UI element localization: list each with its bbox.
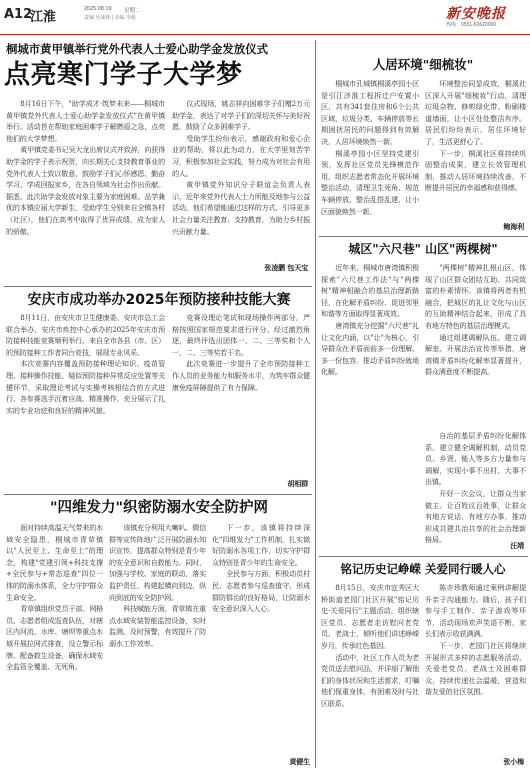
article2-byline: 胡相群 (287, 479, 308, 488)
article1-byline: 张凌鹏 包天宝 (264, 263, 308, 272)
paragraph: 竞赛设理论笔试和现场操作两部分，严格按照国家规范要求进行评分。经过激烈角逐，最终评选出团体一、二、三等奖和个人一、二、三等奖若干名。 (172, 313, 310, 357)
article1-kicker: 桐城市黄甲镇举行党外代表人士爱心助学金发放仪式 (6, 42, 268, 56)
paragraph: 8月16日下午，"助学成才·筑梦未来——桐城市黄甲镇党外代表人士爱心助学金发放仪式"在黄甲镇举行。活动旨在帮助家庭困难学子解燃眉之急，点亮他们的大学梦想。 (6, 99, 165, 143)
paragraph: 开好一次会议，让群众当家做主。让百姓议百姓事，让群众有地方说话、有地方办事，推动形成共建共治共享的社会治理新格局。 (425, 488, 526, 545)
masthead (0, 0, 530, 36)
article5-col3 (425, 430, 526, 548)
article6-col2 (425, 582, 526, 754)
article3-title: "四维发力"织密防溺水安全防护网 (49, 500, 269, 516)
paragraph: 自治的基层矛盾纠纷化解体系。建立健全调解机制，动员党员、乡贤、能人等多方力量参与调解，实现小事不出村、大事不出镇。 (425, 431, 526, 487)
column-divider (315, 40, 316, 768)
issue-date: 2025.08.19 (84, 6, 112, 12)
paragraph: 青草镇组织党员干部、网格员、志愿者组成巡查队伍，对辖区内河流、水库、塘坝等重点水域开展拉网式排查，设立警示标牌、配备救生设备，确保水域安全监管全覆盖、无死角。 (6, 604, 103, 672)
article3-col1 (6, 522, 103, 768)
paragraph: 黄甲镇党外知识分子联谊会负责人表示，近年来党外代表人士力所能及地参与公益活动，他们希望能通过这样的方式，引导更多社会力量关注教育、支持教育，为助力乡村振兴贡献力量。 (172, 180, 310, 236)
paragraph: 8月11日，由安庆市卫生健康委、安庆市总工会联合举办，安庆市疾控中心承办的2025年安庆市预防接种技能竞赛顺利举行。来自全市各县（市、区）的预防接种工作者同台竞技，展现专业风采。 (6, 313, 165, 357)
divider (4, 286, 312, 287)
article3-col2 (109, 522, 206, 768)
divider (4, 494, 312, 495)
article2-col-right (172, 312, 310, 478)
paragraph: 活动中，社区工作人员为老党员送去慰问品，并详细了解他们的身体状况和生活需求，叮嘱他们保重身体，有困难及时与社区联系。 (321, 652, 419, 708)
divider (319, 556, 528, 557)
paragraph: 此次竞赛进一步提升了全市预防接种工作人员的业务能力和服务水平，为筑牢群众健康免疫屏障提供了有力保障。 (172, 359, 310, 392)
paragraph: 唐湾镇充分挖掘"六尺巷"礼让文化内涵，以"让"为核心，引导群众在矛盾面前多一份理解、多一份包容，推动矛盾纠纷就地化解。 (321, 320, 419, 377)
paragraph: 仪式现场，姚志祥向困难学子们赠2万元助学金，表达了对学子们的深切关怀与美好祝愿，鼓励了众多困难学子。 (172, 99, 310, 132)
article2-title: 安庆市成功举办2025年预防接种技能大赛 (27, 292, 291, 308)
article4-title: 人居环境"细梳妆" (372, 57, 474, 72)
paragraph: 全民参与方面，积极动员村民、志愿者参与巡查值守，形成群防群治的良好格局，让防溺水安全意识深入人心。 (212, 569, 310, 614)
article5-col1 (321, 262, 419, 582)
article5-byline: 汪靖 (510, 541, 524, 550)
article3-byline: 黄健生 (289, 757, 310, 766)
paragraph: 黄甲镇党委书记吴大龙出席仪式并致辞，向获得助学金的学子表示祝贺，向长期关心支持教育事业的党外代表人士致以敬意，鼓励学子们心怀感恩、勤奋学习、学成回报家乡，在各自领域为社会作出贡献。据悉，此次助学金发放对象主要为家庭困难、品学兼优的本镇应届大学新生，受助学生分别来自全镇各村（社区），他们在高考中取得了优异成绩，成为家人的骄傲。 (6, 145, 165, 236)
article6-title: 铭记历史记峥嵘 关爱同行暖人心 (340, 562, 506, 576)
article5-title: 城区"六尺巷" 山区"两棵树" (348, 242, 498, 256)
section-name: 江淮 (30, 10, 57, 25)
article2-col-left (6, 312, 165, 492)
article4-col2 (425, 78, 526, 230)
article4-byline: 鲍海利 (503, 222, 524, 231)
paragraph: 下一步，该镇将持续深化"四维发力"工作机制，扎实做好防溺水各项工作，切实守护群众特别是青少年的生命安全。 (212, 523, 310, 567)
article3-col3 (212, 522, 310, 754)
paragraph: 桐溪亭园小区坚持党建引领，发挥社区党员先锋模范作用，组织志愿者常态化开展环境整治活动，清理卫生死角、规范车辆停放、整治乱搭乱建，让小区面貌焕然一新。 (321, 148, 419, 216)
article6-col1 (321, 582, 419, 768)
article1-col-right (172, 98, 310, 258)
paragraph: 陈亦珍教师通过案例讲解提升亲子沟通能力。随后，孩子们参与手工制作、亲子游戏等环节，活动现场欢声笑语不断，家长们表示收获满满。 (425, 583, 526, 639)
paragraph: 下一步，桐溪社区将持续巩固整治成果，建立长效管理机制，推动人居环境持续改善，不断提升居民的幸福感和获得感。 (425, 148, 526, 193)
hotline: 热线：0551-62620000 (446, 22, 497, 28)
issue-weekday: 星期二 (124, 8, 141, 14)
article6-byline: 张小梅 (503, 757, 524, 766)
masthead-rule (0, 34, 530, 35)
paragraph: 科技赋能方面，青草镇在重点水域安装智能监控设备，实时监测、及时预警，有效提升了防溺水工作效率。 (109, 604, 206, 648)
editor-line: 责编 吴成林 | 美编 李政 (84, 15, 136, 21)
article1-col-left (6, 98, 165, 282)
paragraph: "两棵树"精神扎根山区，体现了山区群众团结互助、共同致富的朴素情怀。该镇将两者有机融合，把城区的礼让文化与山区的互助精神结合起来，形成了具有地方特色的基层治理模式。 (425, 263, 526, 330)
paragraph: 下一步，老园门社区将继续开展形式多样的志愿服务活动，关爱老党员、老战士及困难群众，持续传递社会温暖，营造和谐友爱的社区氛围。 (425, 640, 526, 697)
newspaper-logo: 新安晚报 (446, 6, 506, 22)
paragraph: 8月15日，安庆市宜秀区大桥街道老园门社区开展"铭记历史·关爱同行"主题活动，组织辖区党员、志愿者走访慰问老党员、老战士，倾听他们讲述峥嵘岁月，传承红色基因。 (321, 583, 419, 650)
article1-title: 点亮寒门学子大学梦 (4, 60, 243, 90)
paragraph: 面对持续高温天气带来的水域安全隐患，桐城市青草镇以"人民至上、生命至上"的理念，构建"党建引领+科技支撑+全民参与+常态巡查"四位一体的防溺水体系，全力守护群众生命安全。 (6, 523, 103, 602)
paragraph: 受助学生纷纷表示，感谢政府和爱心企业的帮助，将以此为动力，在大学里刻苦学习，积极参加社会实践，努力成为对社会有用的人。 (172, 133, 310, 178)
paragraph: 桐城市孔城镇桐溪亭园小区是引江济淮工程拆迁户安置小区，共有341套住房和6个公共区域，垃圾分类、车辆停放等长期困扰居民的问题得到有效解决，人居环境焕然一新。 (321, 79, 419, 146)
paragraph: 环境整治同显成效，桐溪社区深入开展"细梳妆"行动，清理垃圾杂物、修剪绿化带、粉刷楼道墙面，让小区处处整洁有序。居民们纷纷表示，居住环境好了，生活更舒心了。 (425, 79, 526, 146)
article4-col1 (321, 78, 419, 233)
divider (319, 236, 528, 237)
page-number: A12 (4, 7, 33, 22)
paragraph: 近年来，桐城市唐湾镇积极探索"六尺巷工作法"与"两棵树"精神相融合的基层治理新路径，在化解矛盾纠纷、促进邻里和谐等方面取得显著成效。 (321, 263, 419, 319)
paragraph: 通过组建调解队伍、建立调解室、开展法治宣传等举措，唐湾镇矛盾纠纷化解率显著提升，群众满意度不断提高。 (425, 332, 526, 377)
paragraph: 本次竞赛内容覆盖预防接种理论知识、疫苗管理、接种操作技能、疑似预防接种异常反应处置等关键环节，采取理论考试与实操考核相结合的方式进行。各参赛选手沉着应战、精准操作，充分展示了扎实的专业功底和良好的精神风貌。 (6, 359, 165, 415)
paragraph: 该镇充分利用大喇叭、微信群等宣传阵地广泛开展防溺水知识宣传，提高群众特别是青少年的安全意识和自救能力。同时，加强与学校、家庭的联动，落实监护责任，构建起横向到边、纵向到底的安全防护网。 (109, 523, 206, 602)
